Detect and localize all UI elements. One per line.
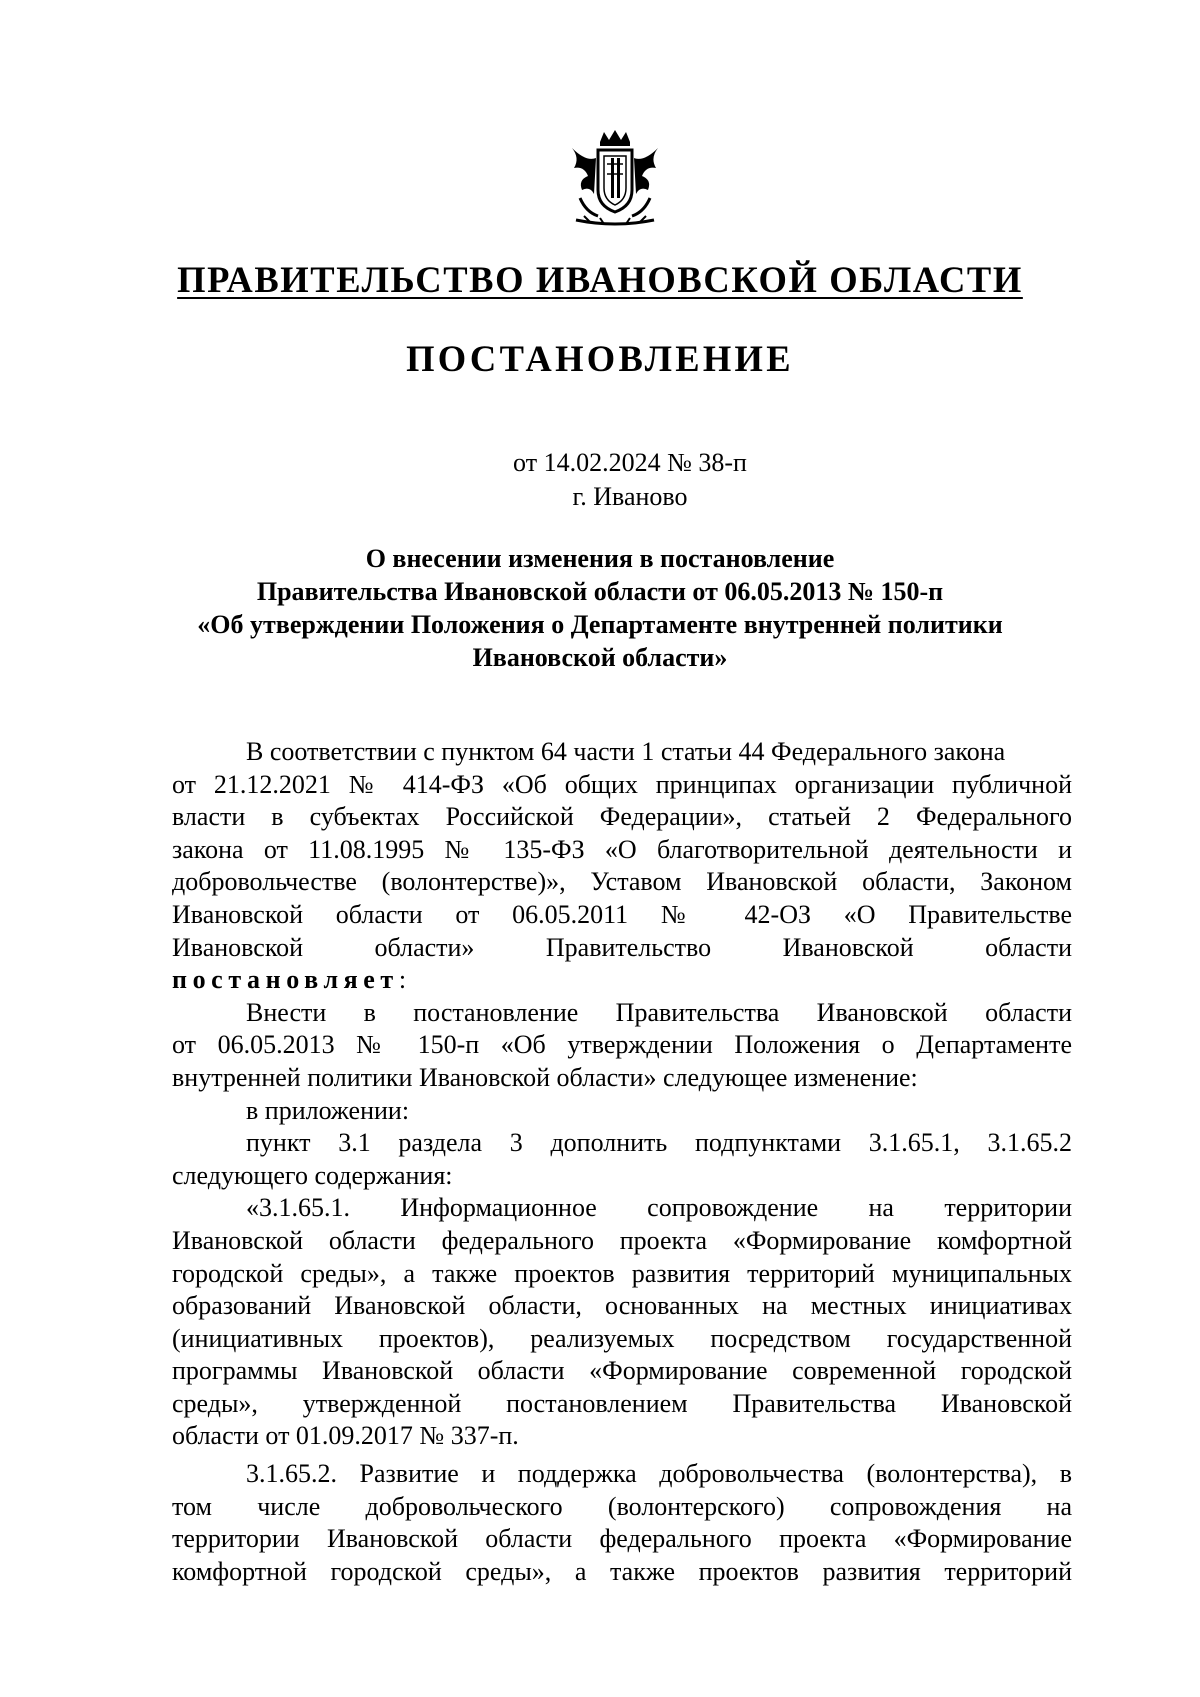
body-line: Внести в постановление Правительства Ивановской области: [246, 997, 1072, 1027]
subject-line: Ивановской области»: [472, 643, 728, 672]
coat-of-arms-emblem: [560, 128, 670, 228]
body-line: Ивановской области» Правительство Ивановской области: [172, 932, 1072, 962]
body-line: от 06.05.2013 № 150-п «Об утверждении Положения о Департаменте: [172, 1030, 1072, 1060]
document-subject: [160, 542, 1040, 674]
body-line: территории Ивановской области федерального проекта «Формирование: [172, 1524, 1072, 1554]
body-line: добровольчестве (волонтерстве)», Уставом Ивановской области, Законом: [172, 867, 1072, 897]
body-line: пункт 3.1 раздела 3 дополнить подпунктами 3.1.65.1, 3.1.65.2: [246, 1128, 1072, 1158]
body-line: от 21.12.2021 № 414-ФЗ «Об общих принципах организации публичной: [172, 769, 1072, 799]
government-title: ПРАВИТЕЛЬСТВО ИВАНОВСКОЙ ОБЛАСТИ: [177, 259, 1023, 300]
decrees-word: постановляет: [172, 965, 399, 995]
body-line: внутренней политики Ивановской области» следующее изменение:: [172, 1062, 918, 1092]
body-line: в приложении:: [246, 1095, 410, 1125]
document-type-title: ПОСТАНОВЛЕНИЕ: [406, 338, 794, 379]
body-line: (инициативных проектов), реализуемых посредством государственной: [172, 1323, 1072, 1353]
document-body: [172, 736, 1072, 1588]
body-line: программы Ивановской области «Формирование современной городской: [172, 1356, 1072, 1386]
body-line: В соответствии с пунктом 64 части 1 статьи 44 Федерального закона: [246, 737, 1006, 766]
subject-line: О внесении изменения в постановление: [365, 544, 835, 573]
body-line: образований Ивановской области, основанных на местных инициативах: [172, 1291, 1072, 1321]
body-line: власти в субъектах Российской Федерации», статьей 2 Федерального: [172, 802, 1072, 832]
document-date-number: от 14.02.2024 № 38-п: [513, 448, 747, 477]
body-line: том числе добровольческого (волонтерского) сопровождения на: [172, 1491, 1072, 1521]
body-line: области от 01.09.2017 № 337-п.: [172, 1421, 519, 1451]
body-line: Ивановской области от 06.05.2011 № 42-ОЗ «О Правительстве: [172, 899, 1072, 929]
body-line: 3.1.65.2. Развитие и поддержка добровольчества (волонтерства), в: [246, 1459, 1072, 1489]
subject-line: «Об утверждении Положения о Департаменте внутренней политики: [197, 610, 1003, 639]
body-line: следующего содержания:: [172, 1160, 453, 1190]
decrees-line: [172, 964, 1072, 997]
body-line: Ивановской области федерального проекта «Формирование комфортной: [172, 1225, 1072, 1255]
subject-line: Правительства Ивановской области от 06.05.2013 № 150-п: [256, 577, 944, 606]
body-line: комфортной городской среды», а также проектов развития территорий: [172, 1556, 1072, 1586]
body-line: «3.1.65.1. Информационное сопровождение на территории: [246, 1193, 1072, 1223]
body-line: закона от 11.08.1995 № 135-ФЗ «О благотворительной деятельности и: [172, 834, 1072, 864]
body-line: городской среды», а также проектов развития территорий муниципальных: [172, 1258, 1072, 1288]
body-line: среды», утвержденной постановлением Правительства Ивановской: [172, 1388, 1072, 1418]
document-city: г. Иваново: [572, 482, 688, 511]
decrees-colon: :: [398, 965, 407, 995]
